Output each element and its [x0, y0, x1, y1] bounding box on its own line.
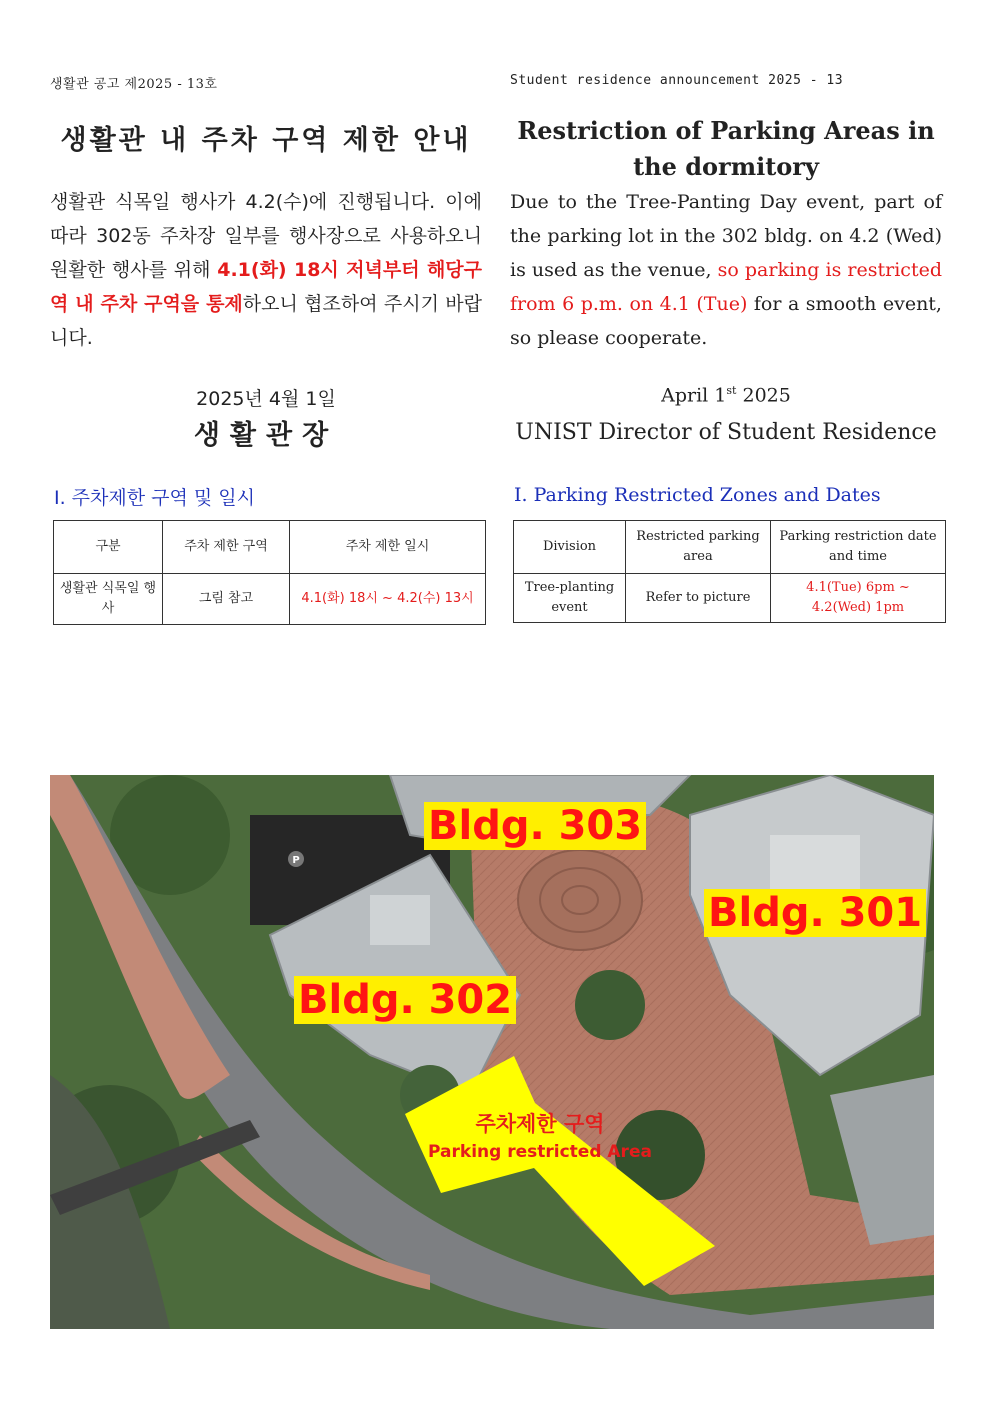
body-paragraph-ko: [50, 185, 482, 355]
page-title-en-line1: Restriction of Parking Areas in: [517, 116, 935, 145]
body-en-text-1: Due to the Tree-Panting Day event, part of the parking lot in the 302 bldg. on 4.2 (Wed) is used as the venue,: [510, 191, 942, 281]
label-bldg-302: Bldg. 302: [294, 976, 516, 1024]
table-header-row: [514, 521, 946, 574]
page-title-en-line2: the dormitory: [633, 152, 819, 181]
zone-label-en: Parking restricted Area: [428, 1142, 652, 1162]
table-row: [54, 574, 486, 625]
table-header-cell: Parking restriction date and time: [771, 521, 946, 574]
page-title-ko: 생활관 내 주차 구역 제한 안내: [60, 125, 472, 156]
aerial-map: [50, 775, 934, 1329]
date-en-suffix: st: [726, 384, 737, 397]
table-cell: Tree-planting event: [514, 574, 626, 623]
label-bldg-303: Bldg. 303: [424, 802, 646, 850]
body-ko-text-2: 하오니 협조하여 주시기 바랍니다.: [50, 293, 482, 349]
table-row: [514, 574, 946, 623]
notice-number-en: Student residence announcement 2025 - 13: [510, 73, 844, 88]
date-en-month: April 1: [661, 384, 727, 407]
body-paragraph-en: [510, 185, 942, 355]
table-header-cell: 주차 제한 구역: [163, 521, 290, 574]
body-en-text-2: for a smooth event, so please cooperate.: [510, 293, 942, 349]
signature-en: UNIST Director of Student Residence: [515, 420, 937, 445]
body-ko-highlight-1: 4.1(화) 18시 저녁부터 해당구역 내 주차 구역을: [50, 259, 483, 315]
aerial-map-graphic: [50, 775, 934, 1329]
signature-ko: 생활관장: [193, 420, 339, 451]
table-cell-date: 4.1(Tue) 6pm ~ 4.2(Wed) 1pm: [771, 574, 946, 623]
parking-sign-label: P: [292, 855, 300, 866]
table-cell-date: 4.1(화) 18시 ~ 4.2(수) 13시: [290, 574, 486, 625]
table-cell: 생활관 식목일 행사: [54, 574, 163, 625]
zone-label-ko: 주차제한 구역: [475, 1112, 605, 1136]
body-en-highlight: so parking is restricted from 6 p.m. on 4.1 (Tue): [510, 259, 942, 315]
table-header-row: [54, 521, 486, 574]
section-heading-en: Ⅰ. Parking Restricted Zones and Dates: [514, 484, 881, 506]
table-header-cell: Restricted parking area: [626, 521, 771, 574]
section-heading-ko: Ⅰ. 주차제한 구역 및 일시: [54, 487, 255, 509]
table-header-cell: 구분: [54, 521, 163, 574]
date-en: [510, 384, 942, 406]
date-ko: 2025년 4월 1일: [196, 388, 336, 410]
page-title-en: [510, 113, 942, 185]
restriction-table-ko: [53, 520, 486, 625]
date-en-year: 2025: [736, 384, 791, 407]
label-bldg-301: Bldg. 301: [704, 889, 926, 937]
restriction-table-en: [513, 520, 946, 623]
table-header-cell: Division: [514, 521, 626, 574]
table-cell: Refer to picture: [626, 574, 771, 623]
body-ko-highlight-2: 통제: [206, 293, 243, 315]
body-ko-text-1: 생활관 식목일 행사가 4.2(수)에 진행됩니다. 이에 따라 302동 주차장 일부를 행사장으로 사용하오니 원활한 행사를 위해: [50, 191, 482, 281]
table-header-cell: 주차 제한 일시: [290, 521, 486, 574]
notice-number-ko: 생활관 공고 제2025 - 13호: [50, 77, 218, 92]
table-cell: 그림 참고: [163, 574, 290, 625]
